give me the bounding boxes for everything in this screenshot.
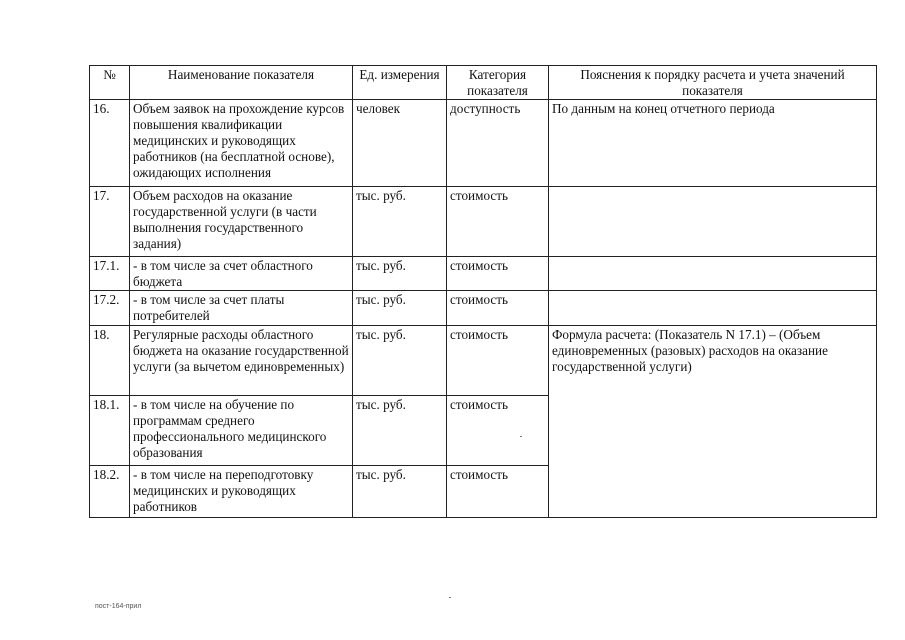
- row-unit: тыс. руб.: [353, 187, 447, 257]
- row-name: - в том числе за счет областного бюджета: [130, 257, 353, 291]
- row-unit: тыс. руб.: [353, 396, 447, 466]
- row-category: стоимость: [447, 257, 549, 291]
- header-name: Наименование показателя: [130, 66, 353, 100]
- row-category: стоимость: [447, 396, 549, 466]
- table-row: [90, 100, 877, 187]
- row-unit: тыс. руб.: [353, 291, 447, 326]
- row-unit: тыс. руб.: [353, 326, 447, 396]
- row-category: стоимость: [447, 326, 549, 396]
- row-notes: [549, 257, 877, 291]
- row-unit: тыс. руб.: [353, 257, 447, 291]
- indicators-table: [89, 65, 877, 518]
- row-notes: Формула расчета: (Показатель N 17.1) – (Объем единовременных (разовых) расходов на оказание государственной услуги): [549, 326, 877, 518]
- header-num: №: [90, 66, 130, 100]
- row-notes: [549, 187, 877, 257]
- row-category: доступность: [447, 100, 549, 187]
- row-unit: человек: [353, 100, 447, 187]
- table-row: [90, 291, 877, 326]
- row-num: 18.1.: [90, 396, 130, 466]
- scan-speck: [449, 597, 451, 598]
- row-unit: тыс. руб.: [353, 466, 447, 518]
- table-row: [90, 326, 877, 396]
- row-name: - в том числе на переподготовку медицинских и руководящих работников: [130, 466, 353, 518]
- row-name: Объем расходов на оказание государственной услуги (в части выполнения государственного задания): [130, 187, 353, 257]
- row-notes: [549, 291, 877, 326]
- row-name: - в том числе на обучение по программам среднего профессионального медицинского образования: [130, 396, 353, 466]
- row-num: 18.: [90, 326, 130, 396]
- row-num: 17.1.: [90, 257, 130, 291]
- row-num: 18.2.: [90, 466, 130, 518]
- header-unit: Ед. измерения: [353, 66, 447, 100]
- row-name: - в том числе за счет платы потребителей: [130, 291, 353, 326]
- row-num: 16.: [90, 100, 130, 187]
- footer-filename: пост-164-прил: [95, 603, 142, 610]
- row-name: Объем заявок на прохождение курсов повышения квалификации медицинских и руководящих работников (на бесплатной основе), ожидающих исполнения: [130, 100, 353, 187]
- table-row: [90, 187, 877, 257]
- row-category: стоимость: [447, 466, 549, 518]
- row-name: Регулярные расходы областного бюджета на оказание государственной услуги (за вычетом единовременных): [130, 326, 353, 396]
- header-notes: Пояснения к порядку расчета и учета значений показателя: [549, 66, 877, 100]
- row-num: 17.2.: [90, 291, 130, 326]
- scan-speck: [520, 436, 522, 437]
- row-category: стоимость: [447, 291, 549, 326]
- row-category: стоимость: [447, 187, 549, 257]
- table-row: [90, 257, 877, 291]
- header-category: Категория показателя: [447, 66, 549, 100]
- row-num: 17.: [90, 187, 130, 257]
- header-row: [90, 66, 877, 100]
- row-notes: По данным на конец отчетного периода: [549, 100, 877, 187]
